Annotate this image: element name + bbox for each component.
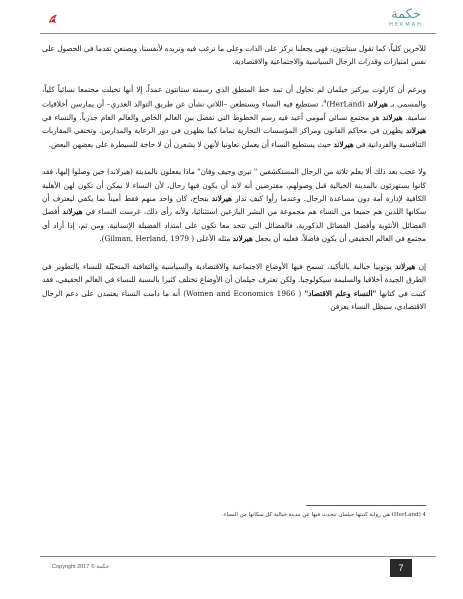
article-body [42,42,426,327]
footnote-divider [306,505,426,506]
paragraph [42,165,426,245]
bold-term: هيرلاند [232,234,253,244]
text-run: ( Women and Economics 1966) أنه ما دامت النساء يعتمدن على دعم الرجال الاقتصادي، سيظل النساء يعرفن [42,288,426,311]
text-run: مثله الأعلى ( Gilman, Herland, 1979). [99,234,233,244]
header-divider [40,33,436,34]
bold-term: هيرلاند [333,139,354,149]
text-run: للآخرين كلياً، كما تقول ستانتون، فهي يجعلنا نركز على الذات وعلى ما نرغب فيه ونريده لأنفسنا، ويصنعن تقدما في الحصول على نفس امتيازات وقدرات الرجال السياسية والاجتماعية والاقتصادية. [42,44,426,67]
bold-term: هيرلاند [395,261,416,271]
footer-divider [40,556,436,557]
brand-name-english: HEKMAH [389,22,423,28]
footnote-ref: 4 [323,99,327,106]
bold-term: هيرلاند [382,113,403,123]
brand-name-arabic: حكمة [391,7,421,22]
text-run: هو مجتمع نسائي أمومي أعيد فيه رسم الخطوط التي تفصل بين العالم الخاص والعالم العام جذرياً. والنساء في [42,113,383,123]
copyright-text: Copyright 2017 © حكمة [52,564,109,570]
bold-term: "النساء وعلم الاقتصاد" [304,288,377,298]
bold-term: هيرلاند [405,126,426,136]
bold-term: هيرلاند [62,207,83,217]
bold-term: هيرلاند [211,194,232,204]
text-run: وبرغم أن كارلوت بيركنز جيلمان لم تحاول أن تمد خط المنطق الذي رسمته ستانتون عمداً، إلا أنها تخيلت مجتمعا نسائياً كلياً، والمسمى بـ [42,84,426,109]
text-run: إن [415,261,426,271]
paragraph [42,260,426,314]
text-run: (HerLand) [326,99,368,109]
publisher-logo-icon [46,12,60,26]
bold-term: هيرلاند [367,99,388,109]
brand-logo [380,8,432,28]
text-run: حيث يستطيع النساء أن يعملن تعاونيا لأنهن لا يشعرن أن لا حاجة للسيطرة على بعضهن البعض. [48,139,334,149]
page-number: 7 [390,559,412,577]
paragraph [42,42,426,69]
text-run: ، تستطيع فيه النساء ويستطعن –اللاتي نشأن عن طريق التوالد العذري– أن يمارسن أخلاقيات سامية. [42,99,426,123]
text-run: أفضل الفضائل الأنثوية وأفضل الفضائل الذكورية، فالفضائل التي تتحد معا تكون على امتداد الفضيلة الإنسانية. ومن ثم، إذا أراد أي مجتمع في العالم الحقيقي أن يكون فاضلاً، فعليه أن يجعل [42,207,426,244]
text-run: يوتوبيا خيالية بالتأكيد، تسمح فيها الأوضاع الاجتماعية والاقتصادية والسياسية والثقافية المتخيّلة للنساء بالتطوير في الطرق الجيدة أخلاقيا والسليمة سيكولوجيا. ولكن تعترف جيلمان أن الأوضاع تختلف كثيرا بالنسبة للنساء في العالم الحقيقي، فقد كتبت في كتابها [42,261,426,298]
text-run: بنجاح، كان واحد منهم فقط أميناً بما يكفي ليعترف أن سكانها اللذين هم جميعا من النساء هم مجموعة من البشر البارعين استثنائيا، ولأنه رأى ذلك، غرست النساء في [42,194,426,217]
text-run: ولا عجب بعد ذلك ألا يعلم ثلاثة من الرجال المستكشفين " تيري وجيف وفان" ماذا يفعلون بالمدينة (هيرلاند) حين وصلوا إليها، فقد كانوا يستهزئون بالمدينة الخيالية قبل وصولهم، مفترضين أنه لابد أن يكون فيها رجال، لأن النساء لا يمكن أن تكون لهن الأهلية الكافية لإدارة أمة دون مساعدة الرجال. وعندما رأوا كيف تدار [42,167,426,204]
text-run: يظهرن في محاكم القانون ومراكز المؤسسات التجارية تماما كما يظهرن في دور الرعاية والمدارس. وتختفي المقاربات التنافسية والفردانية في [42,126,426,149]
page-header [0,0,463,40]
footnote: 4 (HerLand) هي رواية كتبتها جيلمان تتحدث فيها عن مدينة خيالية كل سكانها من النساء. [222,512,426,518]
paragraph [42,83,426,151]
